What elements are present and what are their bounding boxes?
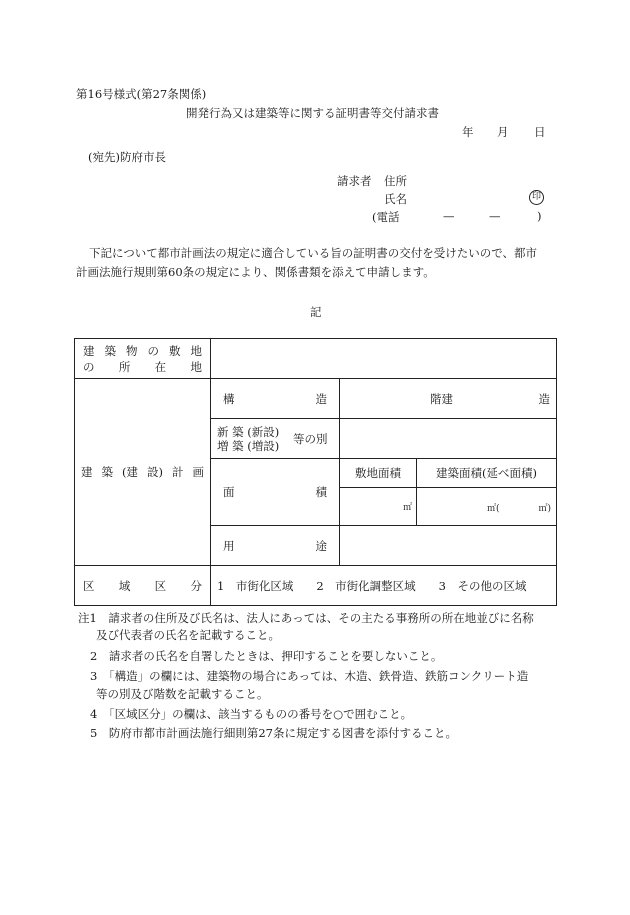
zo-label: 造: [538, 392, 550, 406]
site_row1-char: の: [147, 343, 159, 358]
date-year: 年: [462, 125, 474, 139]
area_label-char: 面: [223, 485, 235, 499]
kai-label: 階建: [430, 392, 453, 406]
zone_label-char: 区: [83, 578, 95, 593]
date-month: 月: [497, 125, 509, 139]
form-number: 第16号様式(第27条関係): [76, 87, 207, 101]
structure-label: [211, 379, 340, 419]
floor-area-field[interactable]: [417, 488, 557, 526]
note-2-number: 2: [90, 649, 98, 663]
site_row1-char: 敷: [169, 343, 181, 358]
site-location-field[interactable]: [211, 339, 557, 379]
site_row1-char: 築: [104, 343, 116, 358]
site-location-label: [75, 339, 211, 379]
note-2-text: 請求者の氏名を自署したときは、押印することを要しないこと。: [108, 649, 443, 663]
note-1-number: 注1: [78, 611, 97, 625]
address-label: 住所: [384, 174, 407, 188]
site_row2-char: 地: [190, 359, 202, 374]
note-3-number: 3: [90, 669, 98, 683]
plan_label-char: (建: [122, 465, 138, 479]
note-1: [78, 610, 558, 627]
body-line-2: 計画法施行規則第60条の規定により、関係書類を添えて申請します。: [76, 265, 435, 279]
note-3: [90, 668, 570, 685]
use-field[interactable]: [340, 526, 557, 566]
site_row1-char: 物: [126, 343, 138, 358]
note-5-number: 5: [90, 726, 98, 740]
floor-area-unit-open: ㎡(: [487, 504, 500, 514]
zone_label-char: 分: [190, 578, 202, 593]
floor-area-header: 建築面積(延べ面積): [417, 459, 557, 488]
structure-field[interactable]: [340, 379, 557, 419]
phone-dash-1: —: [443, 209, 455, 223]
document-title: 開発行為又は建築等に関する証明書等交付請求書: [186, 106, 439, 120]
site-area-unit: ㎡: [402, 503, 412, 513]
seal-mark: 印: [529, 190, 544, 205]
date-day: 日: [534, 125, 546, 139]
zone-options[interactable]: 1 市街化区域 2 市街化調整区域 3 その他の区域: [211, 566, 557, 606]
note-1-continued: 及び代表者の氏名を記載すること。: [96, 628, 280, 642]
note-2: [90, 648, 570, 665]
area_label-char: 積: [315, 485, 327, 499]
zone_label-char: 域: [118, 578, 131, 593]
new-build-text: 新 築 (新設): [217, 424, 280, 439]
plan_label-char: 設): [147, 465, 163, 479]
phone-dash-2: —: [489, 209, 501, 223]
note-5-text: 防府市都市計画法施行細則第27条に規定する図書を添付すること。: [108, 726, 457, 740]
structure_label-char: 造: [315, 391, 327, 406]
ki-heading: 記: [310, 305, 322, 319]
zone_label-char: 区: [154, 578, 167, 593]
plan_label-char: 画: [192, 465, 204, 479]
site-area-header: 敷地面積: [340, 459, 417, 488]
floor-area-unit-close: ㎡): [538, 504, 551, 514]
note-4-text: 「区域区分」の欄は、該当するものの番号を○で囲むこと。: [108, 707, 413, 721]
applicant-label: 請求者: [337, 174, 372, 188]
note-4: [90, 706, 570, 723]
note-3-text: 「構造」の欄には、建築物の場合にあっては、木造、鉄骨造、鉄筋コンクリート造: [108, 669, 529, 683]
use-label: [211, 526, 340, 566]
note-5: [90, 725, 570, 742]
construction-plan-label: [75, 379, 211, 566]
plan_label-char: 計: [172, 465, 184, 479]
site-area-field[interactable]: [340, 488, 417, 526]
plan_label-char: 建: [81, 465, 93, 479]
form-table: [74, 338, 557, 606]
new-extension-label: [211, 419, 340, 459]
note-1-text: 請求者の住所及び氏名は、法人にあっては、その主たる事務所の所在地並びに名称: [108, 611, 534, 625]
zone-label: [75, 566, 211, 606]
use_label-char: 用: [223, 538, 235, 553]
phone-close: ): [537, 209, 542, 223]
structure_label-char: 構: [223, 391, 235, 406]
extension-build-text: 増 築 (増設): [217, 438, 280, 453]
site_row1-char: 建: [83, 343, 95, 358]
plan_label-char: 築: [101, 465, 113, 479]
note-3-continued: 等の別及び階数を記載すること。: [96, 687, 269, 701]
new-extension-field[interactable]: [340, 419, 557, 459]
use_label-char: 途: [315, 538, 327, 553]
note-4-number: 4: [90, 707, 98, 721]
site_row2-char: 所: [118, 359, 131, 374]
phone-open: (電話: [372, 210, 400, 224]
site_row1-char: 地: [190, 343, 202, 358]
site_row2-char: 在: [154, 359, 167, 374]
addressee: (宛先)防府市長: [88, 150, 166, 164]
site_row2-char: の: [83, 359, 95, 374]
area-label: [211, 459, 340, 526]
name-label: 氏名: [384, 192, 407, 206]
distinction-text: 等の別: [293, 432, 328, 446]
body-line-1: 下記について都市計画法の規定に適合している旨の証明書の交付を受けたいので、都市: [89, 246, 538, 260]
